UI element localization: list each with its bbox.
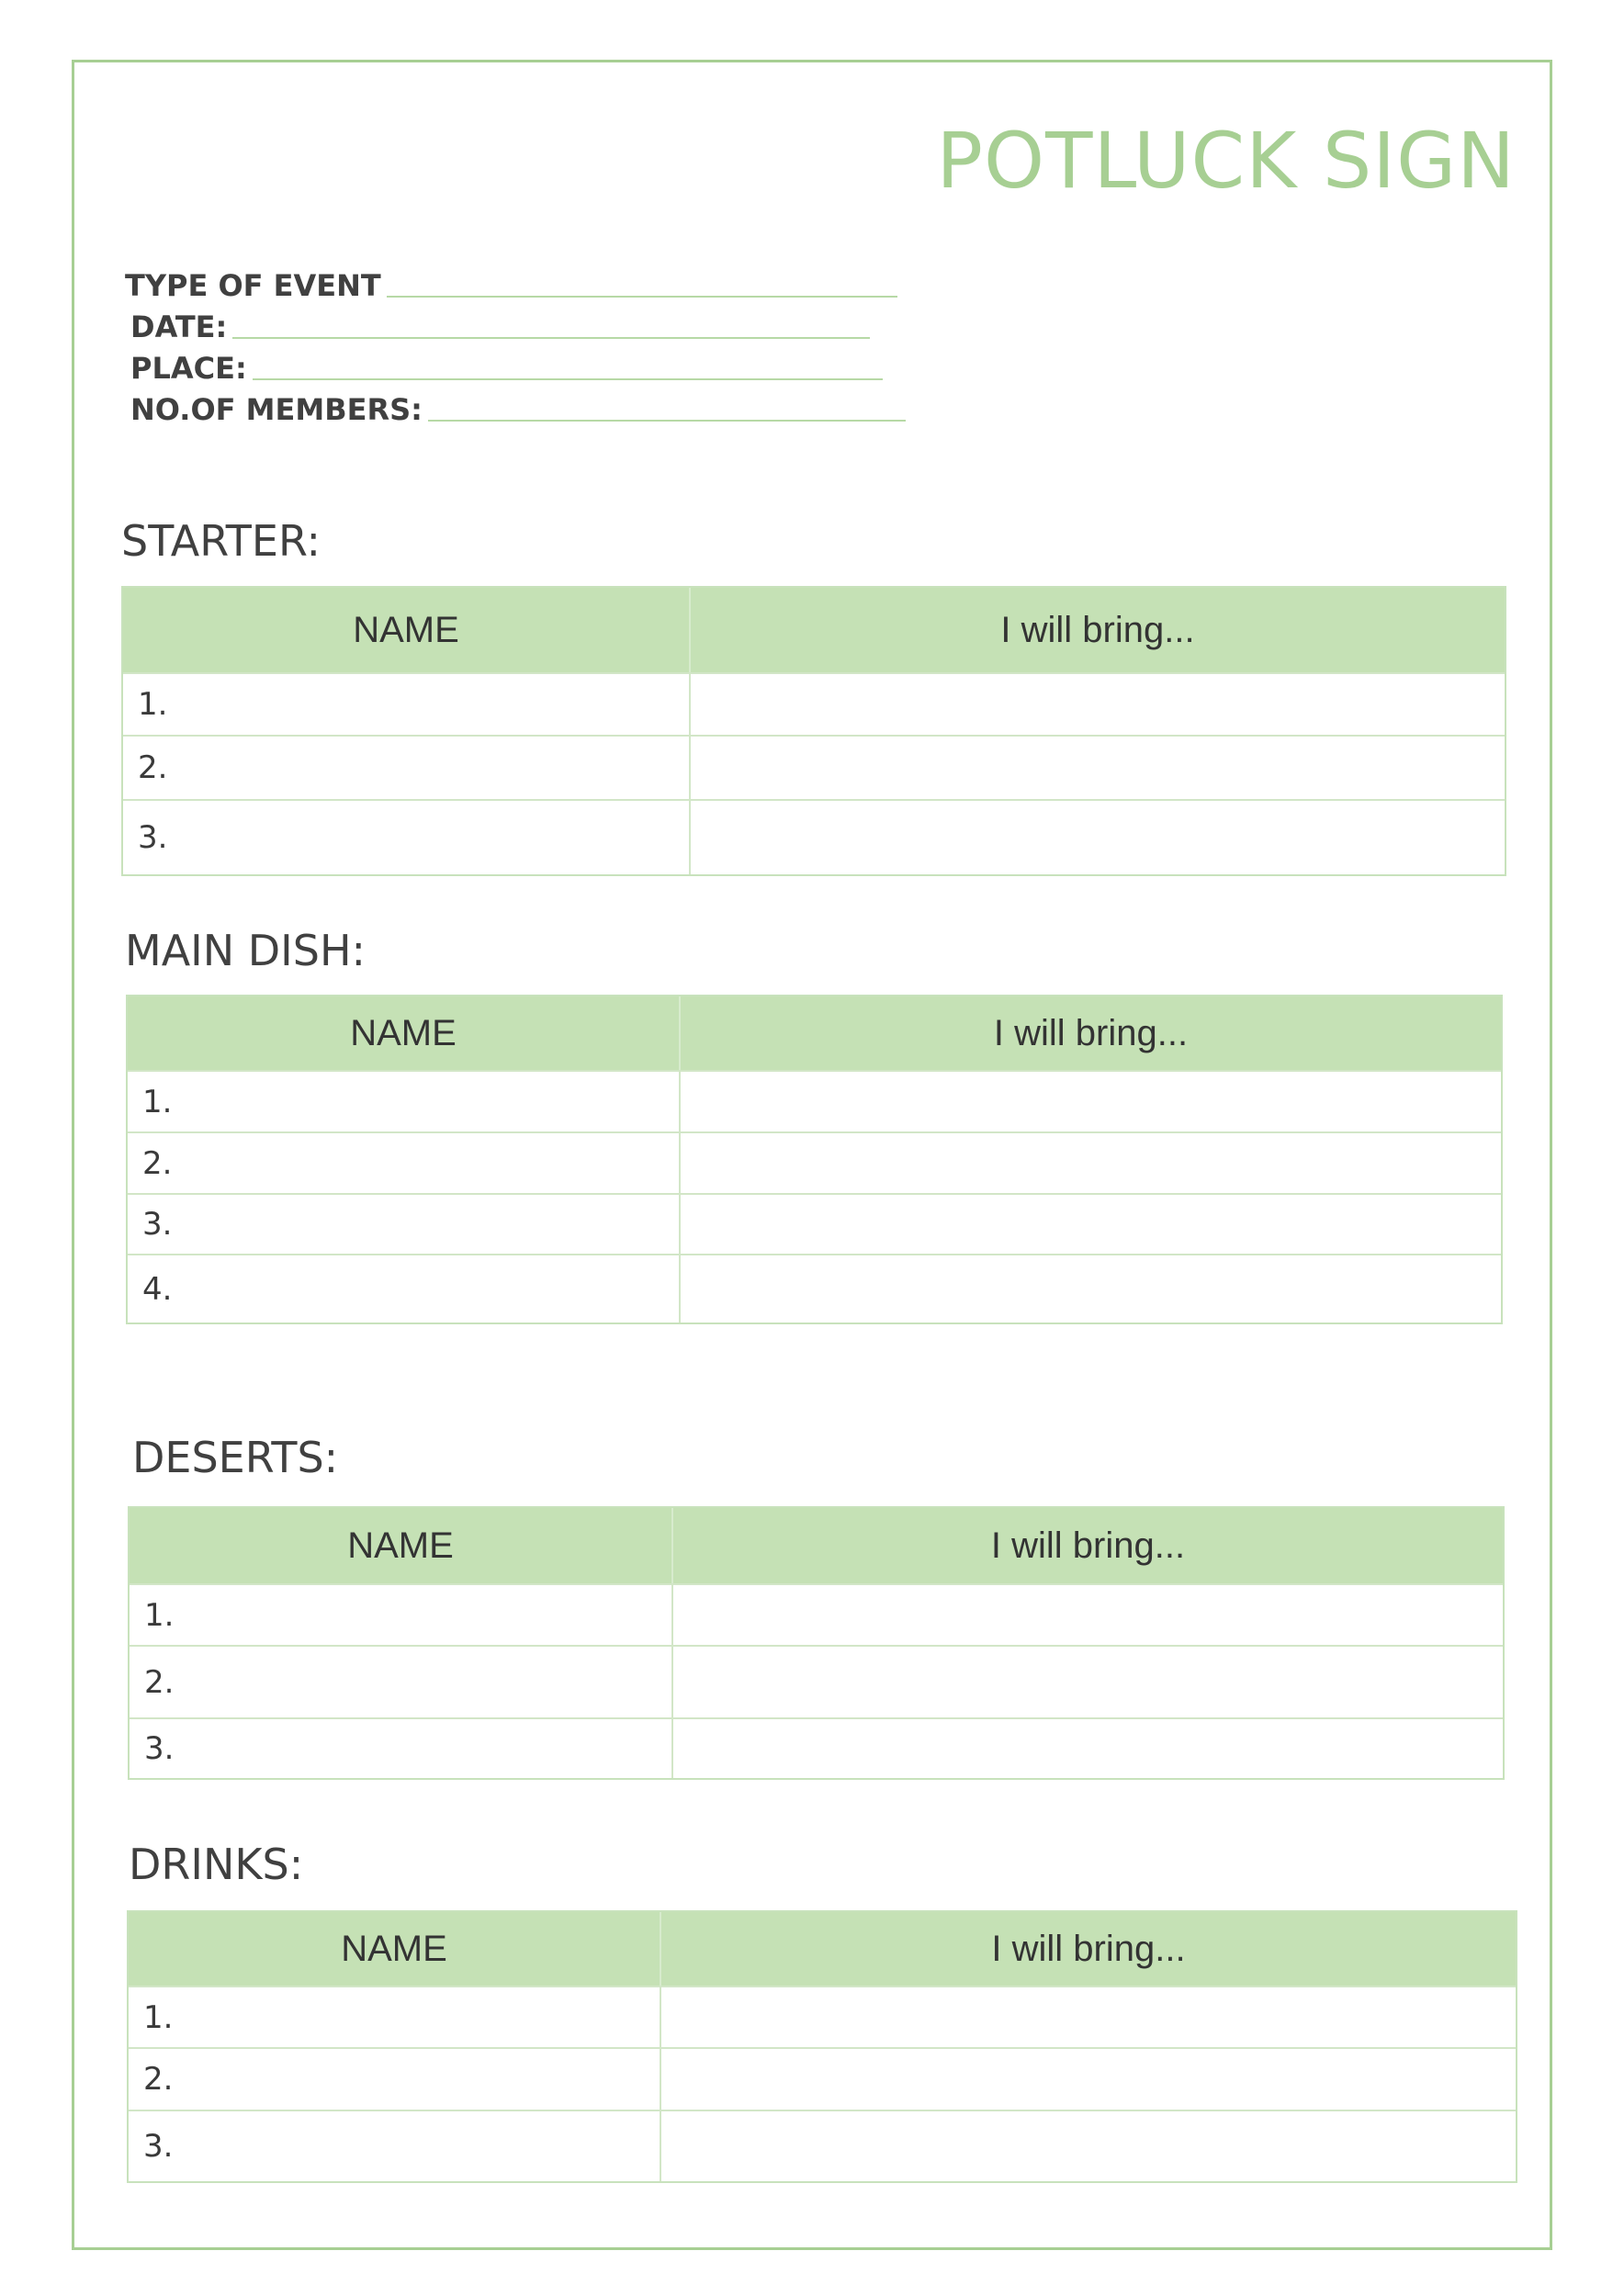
deserts-row-name[interactable]: 1. [130,1583,671,1645]
main-dish-row-bring[interactable] [679,1254,1501,1322]
starter-name-header: NAME [123,588,689,672]
deserts-row-bring[interactable] [671,1645,1503,1717]
members-field[interactable] [130,392,906,427]
starter-row-bring[interactable] [689,672,1505,735]
main-dish-name-header: NAME [128,996,679,1070]
drinks-row-name[interactable]: 1. [129,1986,660,2047]
drinks-row-name[interactable]: 2. [129,2047,660,2110]
drinks-row-bring[interactable] [660,2047,1516,2110]
date-field[interactable] [130,310,870,344]
deserts-row-bring[interactable] [671,1583,1503,1645]
type-of-event-field[interactable] [125,268,897,303]
deserts-row-bring[interactable] [671,1717,1503,1778]
place-line[interactable] [253,378,883,380]
main-dish-row-bring[interactable] [679,1131,1501,1193]
document-title: POTLUCK SIGN [936,116,1516,206]
drinks-heading: DRINKS: [129,1840,304,1889]
drinks-bring-header: I will bring... [660,1912,1516,1986]
starter-row-bring[interactable] [689,735,1505,799]
type-of-event-line[interactable] [387,296,897,298]
drinks-row-name[interactable]: 3. [129,2110,660,2181]
main-dish-row-bring[interactable] [679,1070,1501,1131]
main-dish-row-bring[interactable] [679,1193,1501,1254]
deserts-row-name[interactable]: 2. [130,1645,671,1717]
main-dish-row-name[interactable]: 4. [128,1254,679,1322]
deserts-name-header: NAME [130,1508,671,1583]
drinks-row-bring[interactable] [660,2110,1516,2181]
starter-table [121,586,1506,876]
starter-row-bring[interactable] [689,799,1505,874]
place-field[interactable] [130,351,883,386]
deserts-table [128,1506,1505,1780]
main-dish-row-name[interactable]: 1. [128,1070,679,1131]
main-dish-bring-header: I will bring... [679,996,1501,1070]
deserts-heading: DESERTS: [132,1433,339,1482]
drinks-row-bring[interactable] [660,1986,1516,2047]
main-dish-table [126,995,1503,1324]
deserts-bring-header: I will bring... [671,1508,1503,1583]
date-line[interactable] [232,337,870,339]
type-of-event-label: TYPE OF EVENT [125,268,381,303]
drinks-table [127,1910,1517,2183]
starter-heading: STARTER: [121,516,321,566]
starter-bring-header: I will bring... [689,588,1505,672]
members-label: NO.OF MEMBERS: [130,392,423,427]
main-dish-row-name[interactable]: 2. [128,1131,679,1193]
members-line[interactable] [428,420,906,422]
date-label: DATE: [130,310,228,344]
starter-row-name[interactable]: 3. [123,799,689,874]
deserts-row-name[interactable]: 3. [130,1717,671,1778]
main-dish-heading: MAIN DISH: [125,926,367,975]
main-dish-row-name[interactable]: 3. [128,1193,679,1254]
drinks-name-header: NAME [129,1912,660,1986]
place-label: PLACE: [130,351,247,386]
starter-row-name[interactable]: 1. [123,672,689,735]
starter-row-name[interactable]: 2. [123,735,689,799]
